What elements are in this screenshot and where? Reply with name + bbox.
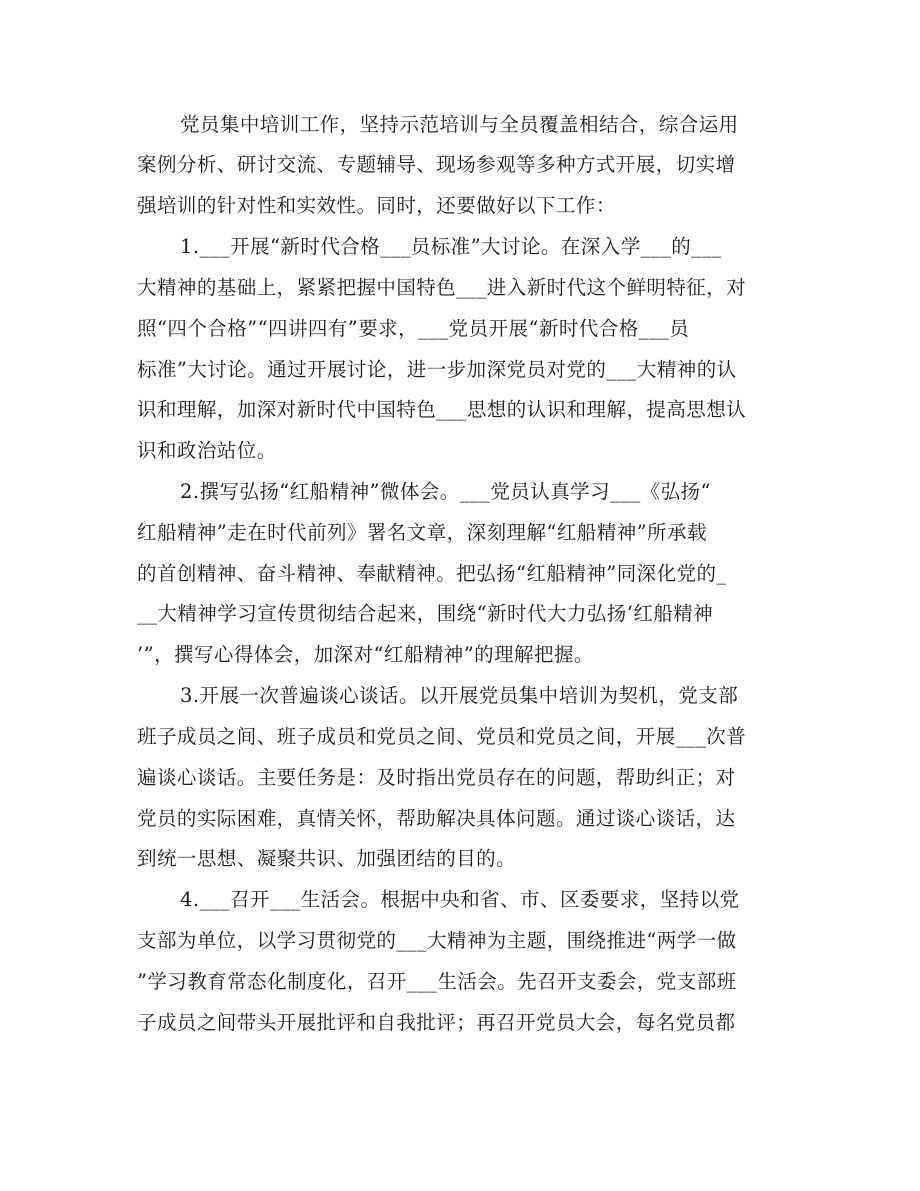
text-line: 1.___开展“新时代合格___员标准”大讨论。在深入学___的___ bbox=[180, 235, 722, 258]
text-line: __大精神学习宣传贯彻结合起来，围绕“新时代大力弘扬‘红船精神 bbox=[137, 602, 714, 625]
text-line: ”学习教育常态化制度化，召开___生活会。先召开支委会，党支部班 bbox=[137, 970, 737, 993]
text-line: 到统一思想、凝聚共识、加强团结的目的。 bbox=[137, 847, 517, 870]
text-line: 的首创精神、奋斗精神、奉献精神。把弘扬“红船精神”同深化党的_ bbox=[137, 562, 727, 585]
text-line: 2.撰写弘扬“红船精神”微体会。___党员认真学习___《弘扬“ bbox=[180, 480, 711, 503]
text-line: ’”，撰写心得体会，加深对“红船精神”的理解把握。 bbox=[137, 643, 594, 666]
text-line: 识和政治站位。 bbox=[137, 439, 277, 462]
text-line: 子成员之间带头开展批评和自我批评；再召开党员大会，每名党员都 bbox=[137, 1011, 736, 1034]
text-line: 识和理解，加深对新时代中国特色___思想的认识和理解，提高思想认 bbox=[137, 398, 747, 421]
text-line: 遍谈心谈话。主要任务是：及时指出党员存在的问题，帮助纠正；对 bbox=[137, 766, 736, 789]
text-line: 支部为单位，以学习贯彻党的___大精神为主题，围绕推进“两学一做 bbox=[137, 929, 737, 952]
text-line: 3.开展一次普遍谈心谈话。以开展党员集中培训为契机，党支部 bbox=[180, 684, 739, 707]
text-line: 党员集中培训工作，坚持示范培训与全员覆盖相结合，综合运用 bbox=[180, 113, 739, 136]
text-line: 案例分析、研讨交流、专题辅导、现场参观等多种方式开展，切实增 bbox=[137, 153, 736, 176]
text-line: 党员的实际困难，真情关怀，帮助解决具体问题。通过谈心谈话，达 bbox=[137, 807, 736, 830]
text-line: 大精神的基础上，紧紧把握中国特色___进入新时代这个鲜明特征，对 bbox=[137, 276, 747, 299]
text-line: 照“四个合格”“四讲四有”要求，___党员开展“新时代合格___员 bbox=[137, 317, 690, 340]
text-line: 4.___召开___生活会。根据中央和省、市、区委要求，坚持以党 bbox=[180, 888, 740, 911]
text-line: 标准”大讨论。通过开展讨论，进一步加深党员对党的___大精神的认 bbox=[137, 358, 737, 381]
text-line: 红船精神”走在时代前列》署名文章，深刻理解“红船精神”所承载 bbox=[137, 521, 707, 544]
text-line: 强培训的针对性和实效性。同时，还要做好以下工作： bbox=[137, 194, 616, 217]
text-line: 班子成员之间、班子成员和党员之间、党员和党员之间，开展___次普 bbox=[137, 725, 747, 748]
